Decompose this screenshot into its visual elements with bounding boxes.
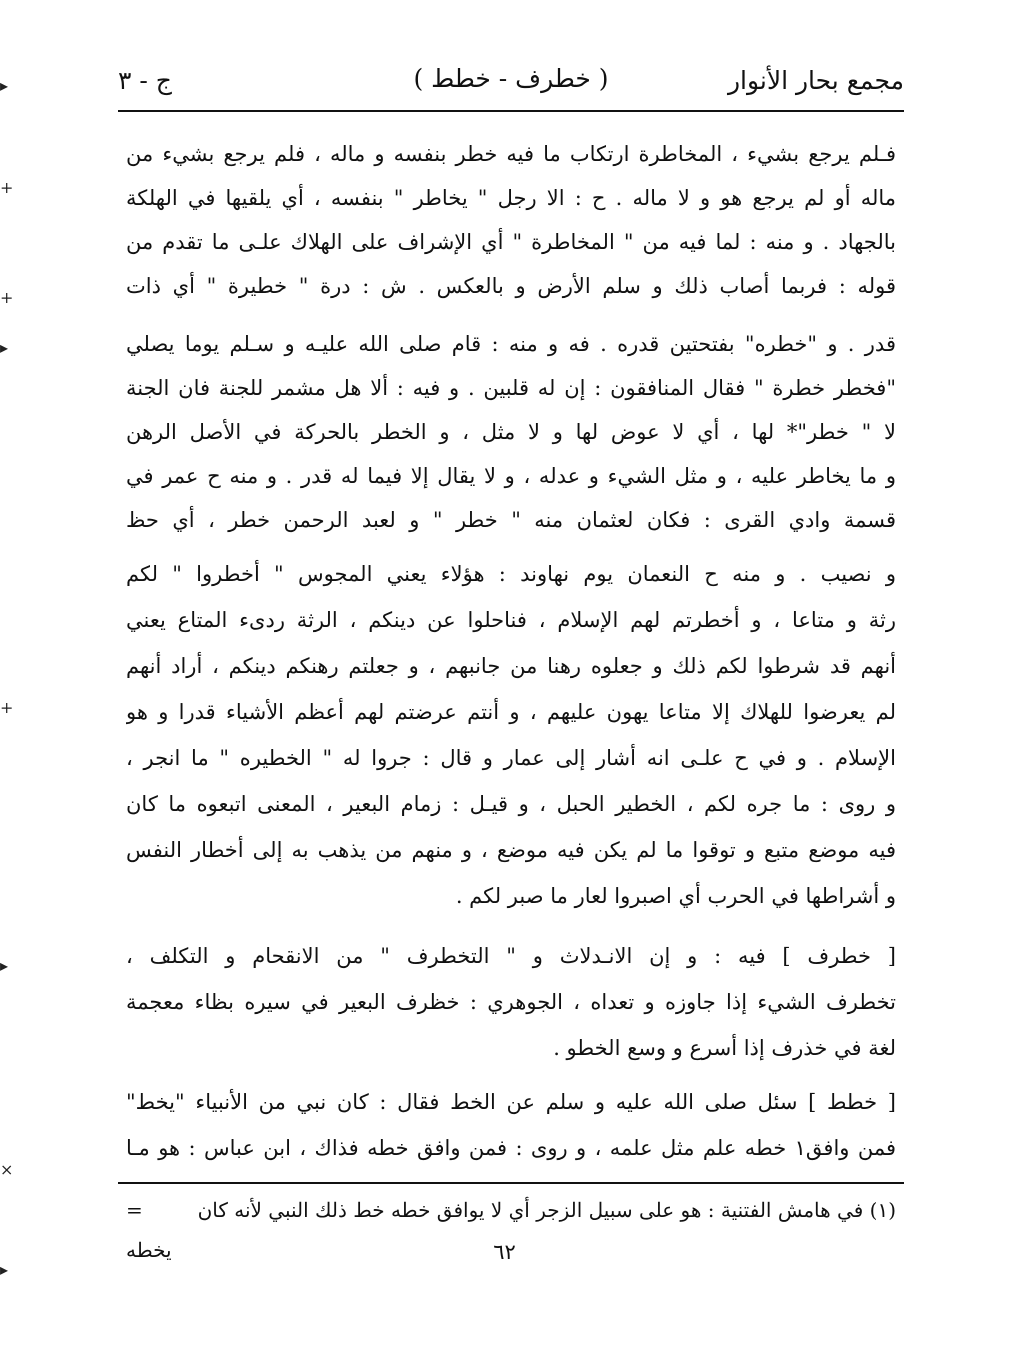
- margin-mark: ▸: [0, 956, 9, 975]
- footnote-continuation-mark: =: [126, 1198, 143, 1222]
- text-line: تخطرف الشيء إذا جاوزه و تعداه ، الجوهري : خظرف البعير في سيره بظاء معجمة: [126, 990, 896, 1014]
- footnote: [126, 1190, 896, 1230]
- text-line: الإسلام . و في ح علـى انه أشار إلى عمار و قال : جروا له " الخطيره " ما انجر ،: [126, 746, 896, 770]
- margin-mark: +: [0, 178, 14, 197]
- text-line: فيه موضع متبع و توقوا ما لم يكن فيه موضع ، و منهم من يذهب به إلى أخطار النفس: [126, 838, 896, 862]
- footnote-rule: [118, 1182, 904, 1184]
- footnote-text: (١) في هامش الفتنية : هو على سبيل الزجر أي لا يوافق خطه خط ذلك النبي لأنه كان: [197, 1198, 896, 1222]
- text-line: رثة و متاعا ، و أخطرتم لهم الإسلام ، فناحلوا عن دينكم ، الرثة ردىء المتاع يعني: [126, 608, 896, 632]
- entry-line-khatat: [ خطط ] سئل صلى الله عليه و سلم عن الخط فقال : كان نبي من الأنبياء "يخط": [126, 1090, 896, 1114]
- volume-label: ج - ٣: [118, 66, 172, 95]
- margin-mark: ×: [0, 1160, 14, 1179]
- margin-mark: ▸: [0, 338, 9, 357]
- page-number: ٦٢: [493, 1240, 516, 1264]
- text-line: لا " خطر"* لها ، أي لا عوض لها و لا مثل ، و الخطر بالحركة في الأصل الرهن: [126, 420, 896, 444]
- text-line: قسمة وادي القرى : فكان لعثمان منه " خطر " و لعبد الرحمن خطر ، أي حظ: [126, 508, 896, 532]
- text-line: أنهم قد شرطوا لكم ذلك و جعلوه رهنا من جانبهم ، و جعلتم رهنكم دينكم ، أراد أنهم: [126, 654, 896, 678]
- footnote-tail-word: يخطه: [126, 1238, 172, 1262]
- section-title: ( خطرف - خطط ): [413, 64, 609, 93]
- text-line: قوله : فربما أصاب ذلك و سلم الأرض و بالعكس . ش : درة " خطيرة " أي ذات: [126, 274, 896, 298]
- text-line: و أشراطها في الحرب أي اصبروا لعار ما صبر لكم .: [455, 884, 896, 908]
- text-line: و ما يخاطر عليه ، و مثل الشيء و عدله ، و لا يقال إلا فيما له قدر . و منه ح عمر في: [126, 464, 896, 488]
- text-line: فـلم يرجع بشيء ، المخاطرة ارتكاب ما فيه خطر بنفسه و ماله ، فلم يرجع بشيء من: [126, 142, 896, 166]
- text-line: "فخطر خطرة " فقال المنافقون : إن له قلبين . و فيه : ألا هل مشمر للجنة فان الجنة: [126, 376, 896, 400]
- text-line: بالجهاد . و منه : لما فيه من " المخاطرة " أي الإشراف على الهلاك علـى ما تقدم من: [126, 230, 896, 254]
- text-line: ماله أو لم يرجع هو و لا ماله . ح : الا رجل " يخاطر " بنفسه ، أي يلقيها في الهلكة: [126, 186, 896, 210]
- margin-mark: +: [0, 698, 14, 717]
- margin-mark: ▸: [0, 1260, 9, 1279]
- text-line: لم يعرضوا للهلاك إلا متاعا يهون عليهم ، و أنتم عرضتم لهم أعظم الأشياء قدرا و هو: [126, 700, 896, 724]
- margin-mark: +: [0, 288, 14, 307]
- book-title: مجمع بحار الأنوار: [727, 66, 904, 95]
- text-line: و نصيب . و منه ح النعمان يوم نهاوند : هؤلاء يعني المجوس " أخطروا " لكم: [126, 562, 896, 586]
- text-line: قدر . و "خطره" بفتحتين قدره . فه و منه : قام صلى الله عليـه و سـلم يوما يصلي: [126, 332, 896, 356]
- running-header: [118, 62, 904, 106]
- header-rule: [118, 110, 904, 112]
- text-line: لغة في خذرف إذا أسرع و وسع الخطو .: [553, 1036, 896, 1060]
- text-line: فمن وافق١ خطه علم مثل علمه ، و روى : فمن وافق خطه فذاك ، ابن عباس : هو مـا: [126, 1136, 896, 1160]
- margin-mark: ▸: [0, 76, 9, 95]
- text-line: و روى : ما جره لكم ، الخطير الحبل ، و قيـل : زمام البعير ، المعنى اتبعوه ما كان: [126, 792, 896, 816]
- entry-line-khatraf: [ خطرف ] فيه : و إن الانـدلاث و " التخطرف " من الانقحام و التكلف ،: [126, 944, 896, 968]
